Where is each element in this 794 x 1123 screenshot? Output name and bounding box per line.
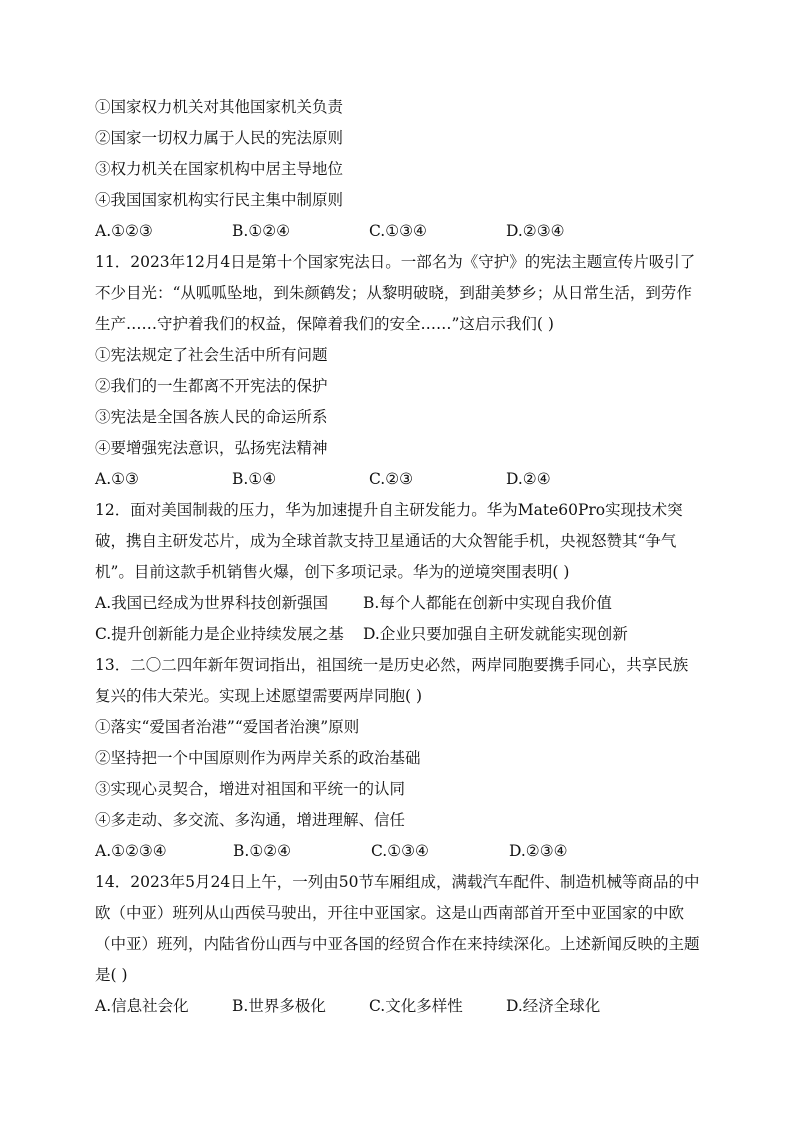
question-12-stem: 12．面对美国制裁的压力，华为加速提升自主研发能力。华为Mate60Pro实现技术突破，携自主研发芯片，成为全球首款支持卫星通话的大众智能手机，央视怒赞其“争气机”。目前这款手机销售火爆，创下多项记录。华为的逆境突围表明( ) [95,501,683,581]
question-10-items [95,92,700,216]
exam-page [95,92,700,1022]
q11-option-b: B.①④ [232,470,277,488]
q10-option-b: B.①②④ [232,222,291,240]
q14-option-b: B.世界多极化 [232,997,326,1015]
q10-item-3: ③权力机关在国家机构中居主导地位 [95,160,344,178]
question-11-stem: 11．2023年12月4日是第十个国家宪法日。一部名为《守护》的宪法主题宣传片吸引了不少目光：“从呱呱坠地，到朱颜鹤发；从黎明破晓，到甜美梦乡；从日常生活，到劳作生产……守护着我们的权益，保障着我们的安全……”这启示我们( ) [95,253,696,333]
q11-item-2: ②我们的一生都离不开宪法的保护 [95,377,328,395]
q10-item-2: ②国家一切权力属于人民的宪法原则 [95,129,344,147]
question-12-options-row-2 [95,619,700,650]
question-13-items [95,712,700,836]
q10-item-4: ④我国国家机构实行民主集中制原则 [95,191,344,209]
q11-item-4: ④要增强宪法意识，弘扬宪法精神 [95,439,328,457]
question-13-options [95,836,700,867]
q12-option-a: A.我国已经成为世界科技创新强国 [95,594,329,612]
q13-option-b: B.①②④ [233,842,292,860]
q14-option-d: D.经济全球化 [506,997,601,1015]
q10-option-a: A.①②③ [95,222,153,240]
q12-option-b: B.每个人都能在创新中实现自我价值 [363,594,612,612]
q13-item-1: ①落实“爱国者治港”“爱国者治澳”原则 [95,718,360,736]
question-13-stem: 13．二〇二四年新年贺词指出，祖国统一是历史必然，两岸同胞要携手同心，共享民族复兴的伟大荣光。实现上述愿望需要两岸同胞( ) [95,656,689,705]
q13-item-4: ④多走动、多交流、多沟通，增进理解、信任 [95,811,406,829]
question-10-options [95,216,700,247]
question-14-options [95,991,700,1022]
q10-option-d: D.②③④ [506,222,565,240]
q13-item-2: ②坚持把一个中国原则作为两岸关系的政治基础 [95,749,421,767]
question-11-items [95,340,700,464]
q13-option-a: A.①②③④ [95,842,167,860]
q11-option-c: C.②③ [369,470,414,488]
q11-item-1: ①宪法规定了社会生活中所有问题 [95,346,328,364]
question-14-stem: 14．2023年5月24日上午，一列由50节车厢组成，满载汽车配件、制造机械等商品的中欧（中亚）班列从山西侯马驶出，开往中亚国家。这是山西南部首开至中亚国家的中欧（中亚）班列，内陆省份山西与中亚各国的经贸合作在来持续深化。上述新闻反映的主题是( ) [95,873,700,984]
q11-option-d: D.②④ [506,470,551,488]
q12-option-c: C.提升创新能力是企业持续发展之基 [95,625,344,643]
q12-option-d: D.企业只要加强自主研发就能实现创新 [363,625,628,643]
q14-option-a: A.信息社会化 [95,997,189,1015]
q13-option-d: D.②③④ [509,842,568,860]
q11-option-a: A.①③ [95,470,139,488]
q10-option-c: C.①③④ [369,222,427,240]
q14-option-c: C.文化多样性 [369,997,463,1015]
q11-item-3: ③宪法是全国各族人民的命运所系 [95,408,328,426]
question-12-options-row-1 [95,588,700,619]
question-11-options [95,464,700,495]
q13-item-3: ③实现心灵契合，增进对祖国和平统一的认同 [95,780,406,798]
q10-item-1: ①国家权力机关对其他国家机关负责 [95,98,344,116]
q13-option-c: C.①③④ [371,842,429,860]
